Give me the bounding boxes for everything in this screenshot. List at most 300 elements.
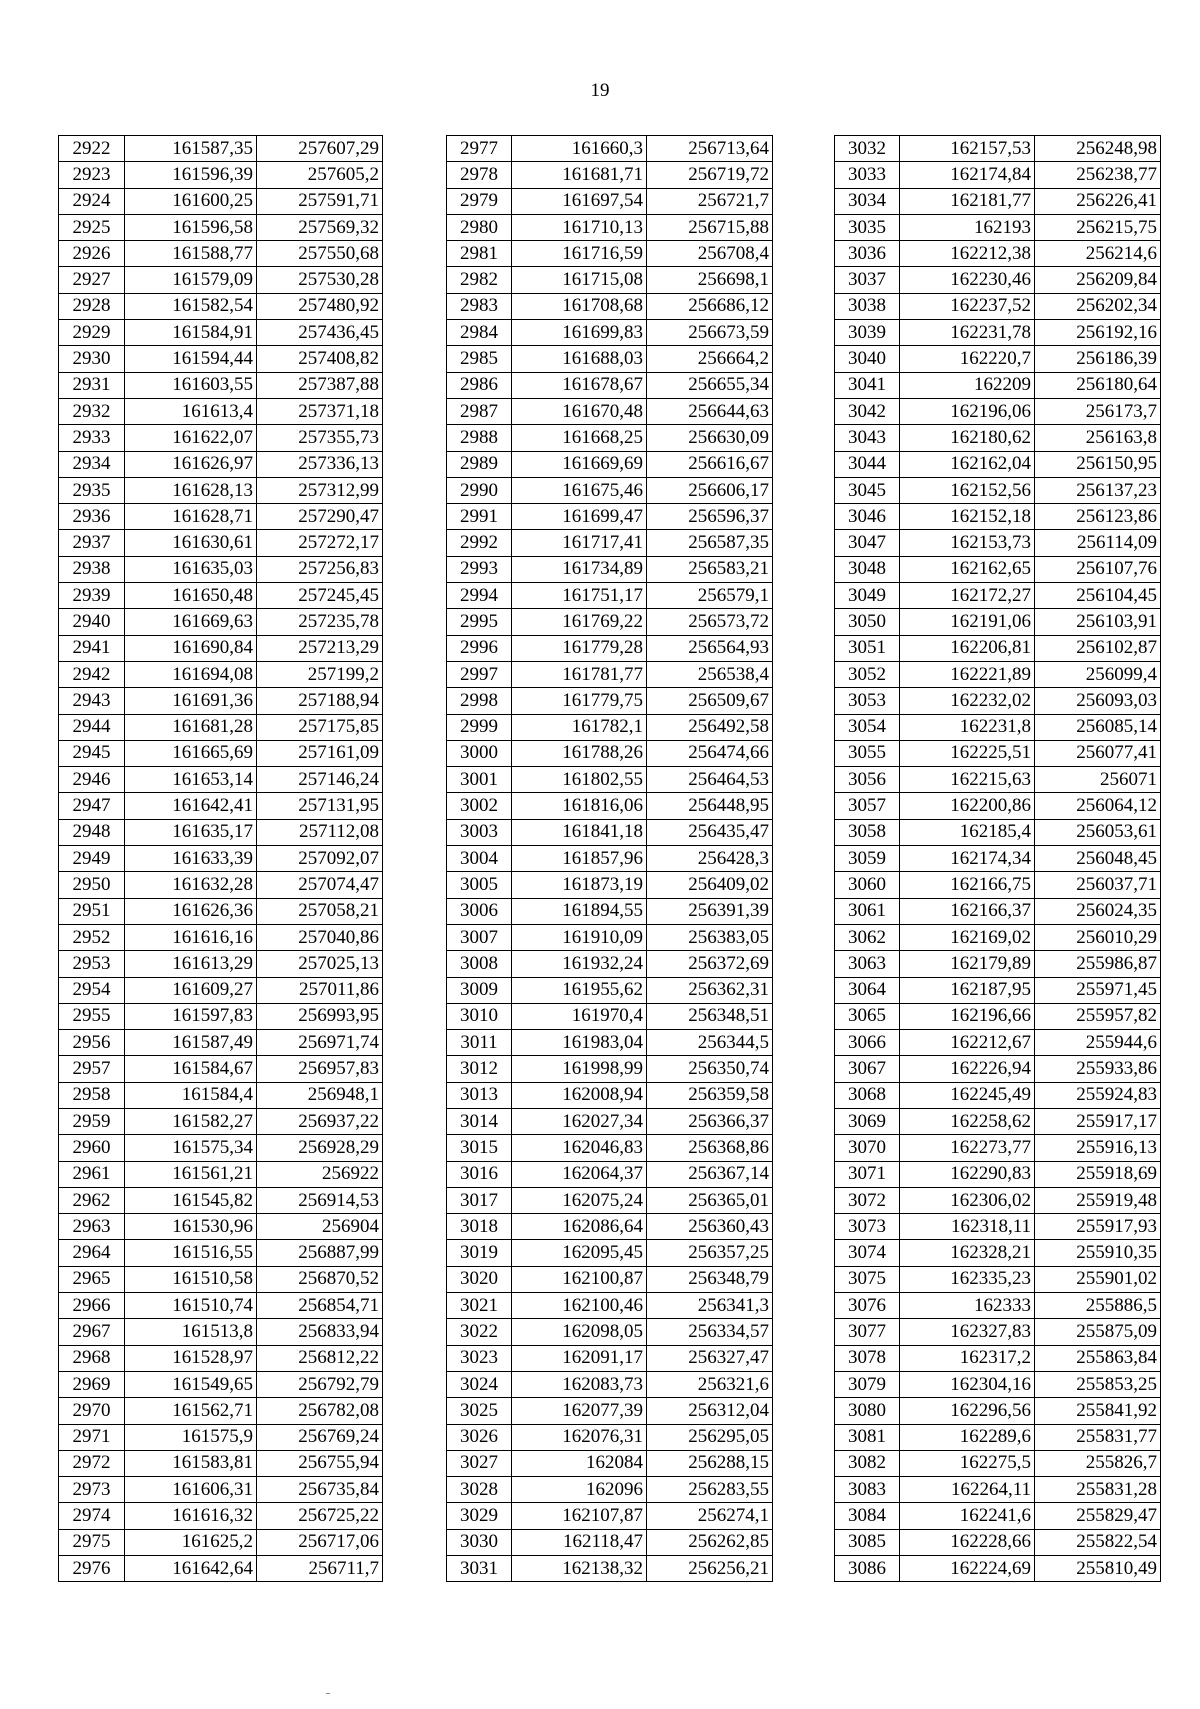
table-row [835, 767, 1161, 793]
x-coordinate-cell: 161632,28 [125, 872, 257, 898]
x-coordinate-cell: 161650,48 [125, 583, 257, 609]
point-number-cell: 3075 [835, 1266, 900, 1292]
table-row [59, 372, 383, 398]
point-number-cell: 2994 [447, 583, 512, 609]
table-row [59, 1529, 383, 1555]
table-row [59, 846, 383, 872]
point-number-cell: 3081 [835, 1424, 900, 1450]
y-coordinate-cell: 256655,34 [647, 372, 773, 398]
point-number-cell: 2987 [447, 398, 512, 424]
y-coordinate-cell: 256248,98 [1035, 136, 1161, 162]
table-row [59, 1187, 383, 1213]
table-row [835, 714, 1161, 740]
y-coordinate-cell: 256350,74 [647, 1056, 773, 1082]
x-coordinate-cell: 162118,47 [512, 1529, 647, 1555]
point-number-cell: 3078 [835, 1345, 900, 1371]
table-row [835, 635, 1161, 661]
table-row [447, 714, 773, 740]
y-coordinate-cell: 257199,2 [257, 661, 383, 687]
x-coordinate-cell: 161582,27 [125, 1108, 257, 1134]
point-number-cell: 3049 [835, 583, 900, 609]
point-number-cell: 2968 [59, 1345, 125, 1371]
point-number-cell: 3000 [447, 740, 512, 766]
x-coordinate-cell: 162241,6 [900, 1503, 1035, 1529]
y-coordinate-cell: 256362,31 [647, 977, 773, 1003]
y-coordinate-cell: 256256,21 [647, 1556, 773, 1582]
point-number-cell: 3031 [447, 1556, 512, 1582]
table-row [447, 451, 773, 477]
y-coordinate-cell: 256887,99 [257, 1240, 383, 1266]
point-number-cell: 2974 [59, 1503, 125, 1529]
y-coordinate-cell: 256365,01 [647, 1187, 773, 1213]
y-coordinate-cell: 256024,35 [1035, 898, 1161, 924]
x-coordinate-cell: 162224,69 [900, 1556, 1035, 1582]
x-coordinate-cell: 162335,23 [900, 1266, 1035, 1292]
coordinates-table-2 [446, 135, 773, 1582]
point-number-cell: 3039 [835, 320, 900, 346]
x-coordinate-cell: 161579,09 [125, 267, 257, 293]
table-row [447, 1187, 773, 1213]
y-coordinate-cell: 256085,14 [1035, 714, 1161, 740]
table-row [835, 1030, 1161, 1056]
y-coordinate-cell: 256596,37 [647, 504, 773, 530]
point-number-cell: 2953 [59, 951, 125, 977]
table-row [59, 740, 383, 766]
y-coordinate-cell: 256359,58 [647, 1082, 773, 1108]
y-coordinate-cell: 256334,57 [647, 1319, 773, 1345]
x-coordinate-cell: 162096 [512, 1477, 647, 1503]
point-number-cell: 3056 [835, 767, 900, 793]
y-coordinate-cell: 256368,86 [647, 1135, 773, 1161]
point-number-cell: 2957 [59, 1056, 125, 1082]
x-coordinate-cell: 161628,13 [125, 477, 257, 503]
y-coordinate-cell: 256993,95 [257, 1003, 383, 1029]
point-number-cell: 2941 [59, 635, 125, 661]
y-coordinate-cell: 256321,6 [647, 1371, 773, 1397]
y-coordinate-cell: 256215,75 [1035, 214, 1161, 240]
x-coordinate-cell: 162200,86 [900, 793, 1035, 819]
table-row [835, 1293, 1161, 1319]
y-coordinate-cell: 255822,54 [1035, 1529, 1161, 1555]
y-coordinate-cell: 256180,64 [1035, 372, 1161, 398]
table-row [835, 1371, 1161, 1397]
x-coordinate-cell: 161626,36 [125, 898, 257, 924]
point-number-cell: 3037 [835, 267, 900, 293]
y-coordinate-cell: 256114,09 [1035, 530, 1161, 556]
table-row [835, 477, 1161, 503]
y-coordinate-cell: 256664,2 [647, 346, 773, 372]
table-row [59, 556, 383, 582]
x-coordinate-cell: 161633,39 [125, 846, 257, 872]
x-coordinate-cell: 161549,65 [125, 1371, 257, 1397]
point-number-cell: 2951 [59, 898, 125, 924]
x-coordinate-cell: 161613,4 [125, 398, 257, 424]
table-row [835, 1266, 1161, 1292]
point-number-cell: 3079 [835, 1371, 900, 1397]
y-coordinate-cell: 256904 [257, 1214, 383, 1240]
point-number-cell: 2952 [59, 924, 125, 950]
table-row [835, 872, 1161, 898]
table-row [835, 1056, 1161, 1082]
point-number-cell: 3083 [835, 1477, 900, 1503]
x-coordinate-cell: 161955,62 [512, 977, 647, 1003]
y-coordinate-cell: 255886,5 [1035, 1293, 1161, 1319]
table-row [835, 1398, 1161, 1424]
x-coordinate-cell: 161584,67 [125, 1056, 257, 1082]
table-row [835, 1187, 1161, 1213]
y-coordinate-cell: 255917,93 [1035, 1214, 1161, 1240]
x-coordinate-cell: 161910,09 [512, 924, 647, 950]
table-row [835, 398, 1161, 424]
table-row [59, 346, 383, 372]
x-coordinate-cell: 161528,97 [125, 1345, 257, 1371]
table-row [59, 214, 383, 240]
table-row [59, 1082, 383, 1108]
y-coordinate-cell: 255917,17 [1035, 1108, 1161, 1134]
y-coordinate-cell: 256099,4 [1035, 661, 1161, 687]
y-coordinate-cell: 257256,83 [257, 556, 383, 582]
x-coordinate-cell: 162212,67 [900, 1030, 1035, 1056]
x-coordinate-cell: 161751,17 [512, 583, 647, 609]
x-coordinate-cell: 161575,34 [125, 1135, 257, 1161]
y-coordinate-cell: 256673,59 [647, 320, 773, 346]
y-coordinate-cell: 257387,88 [257, 372, 383, 398]
table-row [835, 740, 1161, 766]
y-coordinate-cell: 256202,34 [1035, 293, 1161, 319]
x-coordinate-cell: 162258,62 [900, 1108, 1035, 1134]
table-row [447, 1529, 773, 1555]
x-coordinate-cell: 161626,97 [125, 451, 257, 477]
x-coordinate-cell: 162333 [900, 1293, 1035, 1319]
table-row [447, 1319, 773, 1345]
y-coordinate-cell: 256792,79 [257, 1371, 383, 1397]
point-number-cell: 2989 [447, 451, 512, 477]
table-row [835, 1214, 1161, 1240]
y-coordinate-cell: 256383,05 [647, 924, 773, 950]
y-coordinate-cell: 257569,32 [257, 214, 383, 240]
table-row [59, 1319, 383, 1345]
y-coordinate-cell: 257146,24 [257, 767, 383, 793]
point-number-cell: 3038 [835, 293, 900, 319]
y-coordinate-cell: 255863,84 [1035, 1345, 1161, 1371]
table-row [835, 1424, 1161, 1450]
x-coordinate-cell: 161513,8 [125, 1319, 257, 1345]
point-number-cell: 3032 [835, 136, 900, 162]
table-row [59, 583, 383, 609]
x-coordinate-cell: 161678,67 [512, 372, 647, 398]
point-number-cell: 3034 [835, 188, 900, 214]
x-coordinate-cell: 162098,05 [512, 1319, 647, 1345]
point-number-cell: 3008 [447, 951, 512, 977]
table-row [835, 1108, 1161, 1134]
table-row [835, 1319, 1161, 1345]
point-number-cell: 2955 [59, 1003, 125, 1029]
y-coordinate-cell: 256644,63 [647, 398, 773, 424]
point-number-cell: 2924 [59, 188, 125, 214]
y-coordinate-cell: 255918,69 [1035, 1161, 1161, 1187]
y-coordinate-cell: 256948,1 [257, 1082, 383, 1108]
y-coordinate-cell: 256769,24 [257, 1424, 383, 1450]
table-row [835, 346, 1161, 372]
table-row [835, 1345, 1161, 1371]
y-coordinate-cell: 257272,17 [257, 530, 383, 556]
table-row [447, 425, 773, 451]
point-number-cell: 3030 [447, 1529, 512, 1555]
point-number-cell: 2935 [59, 477, 125, 503]
table-row [59, 1371, 383, 1397]
y-coordinate-cell: 256053,61 [1035, 819, 1161, 845]
point-number-cell: 3001 [447, 767, 512, 793]
table-row [59, 293, 383, 319]
table-row [59, 1293, 383, 1319]
point-number-cell: 2933 [59, 425, 125, 451]
y-coordinate-cell: 256367,14 [647, 1161, 773, 1187]
point-number-cell: 2932 [59, 398, 125, 424]
x-coordinate-cell: 162212,38 [900, 241, 1035, 267]
point-number-cell: 3023 [447, 1345, 512, 1371]
y-coordinate-cell: 256492,58 [647, 714, 773, 740]
table-row [447, 661, 773, 687]
x-coordinate-cell: 162153,73 [900, 530, 1035, 556]
point-number-cell: 3080 [835, 1398, 900, 1424]
table-row [447, 740, 773, 766]
point-number-cell: 2927 [59, 267, 125, 293]
x-coordinate-cell: 162237,52 [900, 293, 1035, 319]
x-coordinate-cell: 161597,83 [125, 1003, 257, 1029]
y-coordinate-cell: 256937,22 [257, 1108, 383, 1134]
table-row [447, 293, 773, 319]
point-number-cell: 2997 [447, 661, 512, 687]
table-row [447, 162, 773, 188]
point-number-cell: 3045 [835, 477, 900, 503]
table-row [835, 372, 1161, 398]
x-coordinate-cell: 161516,55 [125, 1240, 257, 1266]
y-coordinate-cell: 255971,45 [1035, 977, 1161, 1003]
x-coordinate-cell: 161630,61 [125, 530, 257, 556]
table-row [447, 530, 773, 556]
x-coordinate-cell: 162100,87 [512, 1266, 647, 1292]
y-coordinate-cell: 256372,69 [647, 951, 773, 977]
y-coordinate-cell: 256262,85 [647, 1529, 773, 1555]
y-coordinate-cell: 257607,29 [257, 136, 383, 162]
point-number-cell: 3016 [447, 1161, 512, 1187]
point-number-cell: 2944 [59, 714, 125, 740]
x-coordinate-cell: 162152,18 [900, 504, 1035, 530]
table-row [59, 320, 383, 346]
x-coordinate-cell: 162230,46 [900, 267, 1035, 293]
point-number-cell: 2980 [447, 214, 512, 240]
x-coordinate-cell: 161596,58 [125, 214, 257, 240]
table-row [447, 583, 773, 609]
x-coordinate-cell: 161779,75 [512, 688, 647, 714]
point-number-cell: 2995 [447, 609, 512, 635]
x-coordinate-cell: 161970,4 [512, 1003, 647, 1029]
y-coordinate-cell: 256715,88 [647, 214, 773, 240]
y-coordinate-cell: 256102,87 [1035, 635, 1161, 661]
table-row [447, 1214, 773, 1240]
point-number-cell: 2975 [59, 1529, 125, 1555]
x-coordinate-cell: 161781,77 [512, 661, 647, 687]
point-number-cell: 2939 [59, 583, 125, 609]
x-coordinate-cell: 161594,44 [125, 346, 257, 372]
table-row [447, 241, 773, 267]
table-row [835, 819, 1161, 845]
table-row [447, 819, 773, 845]
table-row [447, 1266, 773, 1292]
table-row [447, 1371, 773, 1397]
point-number-cell: 3004 [447, 846, 512, 872]
y-coordinate-cell: 256606,17 [647, 477, 773, 503]
x-coordinate-cell: 161998,99 [512, 1056, 647, 1082]
y-coordinate-cell: 257290,47 [257, 504, 383, 530]
point-number-cell: 2938 [59, 556, 125, 582]
point-number-cell: 3022 [447, 1319, 512, 1345]
table-row [447, 1240, 773, 1266]
x-coordinate-cell: 162172,27 [900, 583, 1035, 609]
point-number-cell: 2972 [59, 1450, 125, 1476]
table-row [59, 267, 383, 293]
table-row [447, 846, 773, 872]
y-coordinate-cell: 256708,4 [647, 241, 773, 267]
x-coordinate-cell: 161681,28 [125, 714, 257, 740]
point-number-cell: 3053 [835, 688, 900, 714]
y-coordinate-cell: 256295,05 [647, 1424, 773, 1450]
x-coordinate-cell: 162166,37 [900, 898, 1035, 924]
x-coordinate-cell: 162328,21 [900, 1240, 1035, 1266]
x-coordinate-cell: 162091,17 [512, 1345, 647, 1371]
point-number-cell: 3082 [835, 1450, 900, 1476]
x-coordinate-cell: 162152,56 [900, 477, 1035, 503]
y-coordinate-cell: 257161,09 [257, 740, 383, 766]
x-coordinate-cell: 161769,22 [512, 609, 647, 635]
table-row [447, 609, 773, 635]
y-coordinate-cell: 255910,35 [1035, 1240, 1161, 1266]
point-number-cell: 3041 [835, 372, 900, 398]
x-coordinate-cell: 161788,26 [512, 740, 647, 766]
point-number-cell: 3042 [835, 398, 900, 424]
x-coordinate-cell: 161587,35 [125, 136, 257, 162]
table-row [835, 951, 1161, 977]
x-coordinate-cell: 162273,77 [900, 1135, 1035, 1161]
y-coordinate-cell: 257605,2 [257, 162, 383, 188]
x-coordinate-cell: 161635,17 [125, 819, 257, 845]
table-row [59, 504, 383, 530]
table-row [59, 136, 383, 162]
table-row [835, 1477, 1161, 1503]
point-number-cell: 3014 [447, 1108, 512, 1134]
x-coordinate-cell: 161717,41 [512, 530, 647, 556]
point-number-cell: 2986 [447, 372, 512, 398]
y-coordinate-cell: 257336,13 [257, 451, 383, 477]
y-coordinate-cell: 256428,3 [647, 846, 773, 872]
point-number-cell: 3025 [447, 1398, 512, 1424]
point-number-cell: 2943 [59, 688, 125, 714]
table-row [835, 1003, 1161, 1029]
x-coordinate-cell: 161588,77 [125, 241, 257, 267]
point-number-cell: 2985 [447, 346, 512, 372]
x-coordinate-cell: 161779,28 [512, 635, 647, 661]
point-number-cell: 3007 [447, 924, 512, 950]
x-coordinate-cell: 161642,41 [125, 793, 257, 819]
y-coordinate-cell: 256103,91 [1035, 609, 1161, 635]
point-number-cell: 3019 [447, 1240, 512, 1266]
x-coordinate-cell: 161841,18 [512, 819, 647, 845]
y-coordinate-cell: 257092,07 [257, 846, 383, 872]
y-coordinate-cell: 257058,21 [257, 898, 383, 924]
point-number-cell: 3040 [835, 346, 900, 372]
point-number-cell: 2922 [59, 136, 125, 162]
point-number-cell: 3028 [447, 1477, 512, 1503]
point-number-cell: 2960 [59, 1135, 125, 1161]
x-coordinate-cell: 162317,2 [900, 1345, 1035, 1371]
y-coordinate-cell: 256283,55 [647, 1477, 773, 1503]
point-number-cell: 3033 [835, 162, 900, 188]
x-coordinate-cell: 161694,08 [125, 661, 257, 687]
table-row [447, 1556, 773, 1582]
table-row [447, 1082, 773, 1108]
y-coordinate-cell: 257530,28 [257, 267, 383, 293]
table-row [835, 1240, 1161, 1266]
point-number-cell: 2961 [59, 1161, 125, 1187]
point-number-cell: 3073 [835, 1214, 900, 1240]
point-number-cell: 2942 [59, 661, 125, 687]
table-row [835, 214, 1161, 240]
y-coordinate-cell: 255924,83 [1035, 1082, 1161, 1108]
x-coordinate-cell: 162206,81 [900, 635, 1035, 661]
table-row [447, 188, 773, 214]
table-row [447, 872, 773, 898]
y-coordinate-cell: 256366,37 [647, 1108, 773, 1134]
table-row [59, 1556, 383, 1582]
point-number-cell: 3084 [835, 1503, 900, 1529]
x-coordinate-cell: 161681,71 [512, 162, 647, 188]
x-coordinate-cell: 162181,77 [900, 188, 1035, 214]
x-coordinate-cell: 161622,07 [125, 425, 257, 451]
y-coordinate-cell: 257371,18 [257, 398, 383, 424]
point-number-cell: 2934 [59, 451, 125, 477]
table-row [835, 898, 1161, 924]
x-coordinate-cell: 162289,6 [900, 1424, 1035, 1450]
x-coordinate-cell: 162327,83 [900, 1319, 1035, 1345]
point-number-cell: 2936 [59, 504, 125, 530]
table-row [59, 924, 383, 950]
x-coordinate-cell: 162046,83 [512, 1135, 647, 1161]
point-number-cell: 2982 [447, 267, 512, 293]
point-number-cell: 3050 [835, 609, 900, 635]
table-row [835, 1082, 1161, 1108]
x-coordinate-cell: 161600,25 [125, 188, 257, 214]
point-number-cell: 2967 [59, 1319, 125, 1345]
x-coordinate-cell: 162095,45 [512, 1240, 647, 1266]
y-coordinate-cell: 255901,02 [1035, 1266, 1161, 1292]
y-coordinate-cell: 256064,12 [1035, 793, 1161, 819]
y-coordinate-cell: 256854,71 [257, 1293, 383, 1319]
x-coordinate-cell: 161510,74 [125, 1293, 257, 1319]
x-coordinate-cell: 161613,29 [125, 951, 257, 977]
table-row [59, 1345, 383, 1371]
point-number-cell: 2926 [59, 241, 125, 267]
table-row [447, 477, 773, 503]
point-number-cell: 2971 [59, 1424, 125, 1450]
point-number-cell: 2998 [447, 688, 512, 714]
point-number-cell: 3002 [447, 793, 512, 819]
y-coordinate-cell: 256564,93 [647, 635, 773, 661]
x-coordinate-cell: 162225,51 [900, 740, 1035, 766]
table-row [835, 1503, 1161, 1529]
x-coordinate-cell: 161708,68 [512, 293, 647, 319]
table-row [835, 688, 1161, 714]
point-number-cell: 2996 [447, 635, 512, 661]
